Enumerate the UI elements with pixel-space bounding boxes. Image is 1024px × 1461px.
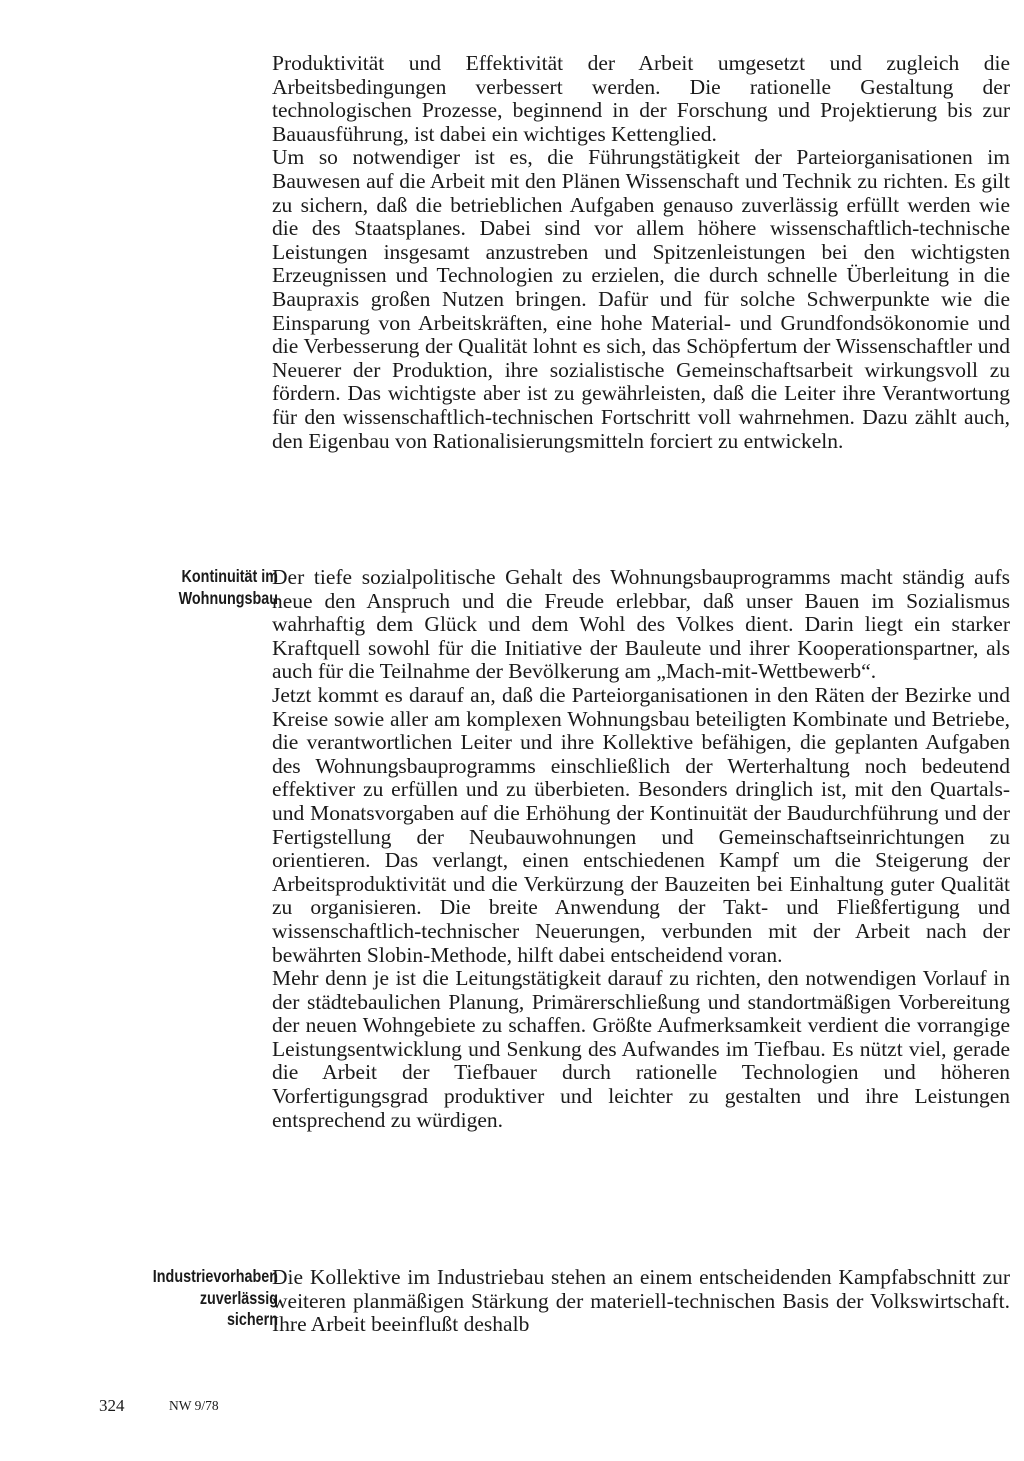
side-heading: Industrievorhaben zuverlässig sichern [152,1266,278,1329]
paragraph: Der tiefe sozialpolitische Gehalt des Wohnungsbauprogramms macht ständig aufs neue den Anspruch und die Freude erlebbar, daß unser Bauen im Sozialismus wahrhaftig dem Glück und dem Wohl des Volkes dient. Darin liegt ein starker Kraftquell sowohl für die Initiative der Bauleute und ihrer Kooperationspartner, als auch für die Teilnahme der Bevölkerung am „Mach-mit-Wettbewerb“. Jetzt kommt es darauf an, daß die Parteiorganisationen in den Räten der Bezirke und Kreise sowie aller am komplexen Wohnungsbau beteiligten Kombinate und Betriebe, die verantwortlichen Leiter und ihre Kollektive befähigen, die geplanten Aufgaben des Wohnungsbauprogramms einschließlich der Werterhaltung noch bedeutend effektiver zu erfüllen und zu überbieten. Besonders dringlich ist, mit den Quartals- und Monatsvorgaben auf die Erhöhung der Kontinuität der Baudurchführung und der Fertigstellung der Neubauwohnungen und Gemeinschaftseinrichtungen zu orientieren. Das verlangt, einen entschiedenen Kampf um die Steigerung der Arbeitsproduktivität und die Verkürzung der Bauzeiten bei Einhaltung guter Qualität zu organisieren. Die breite Anwendung der Takt- und Fließfertigung und wissenschaftlich-technischer Neuerungen, verbunden mit der Arbeit nach der bewährten Slobin-Methode, hilft dabei entscheidend voran. Mehr denn je ist die Leitungstätigkeit darauf zu richten, den notwendigen Vorlauf in der städtebaulichen Planung, Primärerschließung und standortmäßigen Vorbereitung der neuen Wohngebiete zu schaffen. Größte Aufmerksamkeit verdient die vorrangige Leistungsentwicklung und Senkung des Aufwandes im Tiefbau. Es nützt viel, gerade die Arbeit der Tiefbauer durch rationelle Technologien und höheren Vorfertigungsgrad produktiver und leichter zu gestalten und ihre Leistungen entsprechend zu würdigen. [272,565,1010,1132]
page-number: 324 [99,1396,125,1415]
issue-reference: NW 9/78 [169,1398,219,1413]
paragraph: Produktivität und Effektivität der Arbeit umgesetzt und zugleich die Arbeitsbedingungen verbessert werden. Die rationelle Gestaltung der technologischen Prozesse, beginnend in der Forschung und Projektierung bis zur Bauausführung, ist dabei ein wichtiges Kettenglied. Um so notwendiger ist es, die Führungstätigkeit der Parteiorganisationen im Bauwesen auf die Arbeit mit den Plänen Wissenschaft und Technik zu richten. Es gilt zu sichern, daß die betrieblichen Aufgaben genauso zuverlässig erfüllt werden wie die des Staatsplanes. Dabei sind vor allem höhere wissenschaftlich-technische Leistungen insgesamt anzustreben und Spitzenleistungen bei den wichtigsten Erzeugnissen und Technologien zu erzielen, die durch schnelle Überleitung in die Baupraxis großen Nutzen bringen. Dafür und für solche Schwerpunkte wie die Einsparung von Arbeitskräften, eine hohe Material- und Grundfondsökonomie und die Verbesserung der Qualität lohnt es sich, das Schöpfertum der Wissenschaftler und Neuerer der Produktion, ihre sozialistische Gemeinschaftsarbeit wirkungsvoll zu fördern. Das wichtigste aber ist zu gewährleisten, daß die Leiter ihre Verantwortung für den wissenschaftlich-technischen Fortschritt voll wahrnehmen. Dazu zählt auch, den Eigenbau von Rationalisierungsmitteln forciert zu entwickeln. [272,51,1010,453]
page-footer [99,1396,399,1416]
paragraph: Die Kollektive im Industriebau stehen an einem entscheidenden Kampfabschnitt zur weiteren planmäßigen Stärkung der materiell-technischen Basis der Volkswirtschaft. Ihre Arbeit beeinflußt deshalb [272,1265,1010,1337]
side-heading: Kontinuität im Wohnungsbau [178,566,278,608]
